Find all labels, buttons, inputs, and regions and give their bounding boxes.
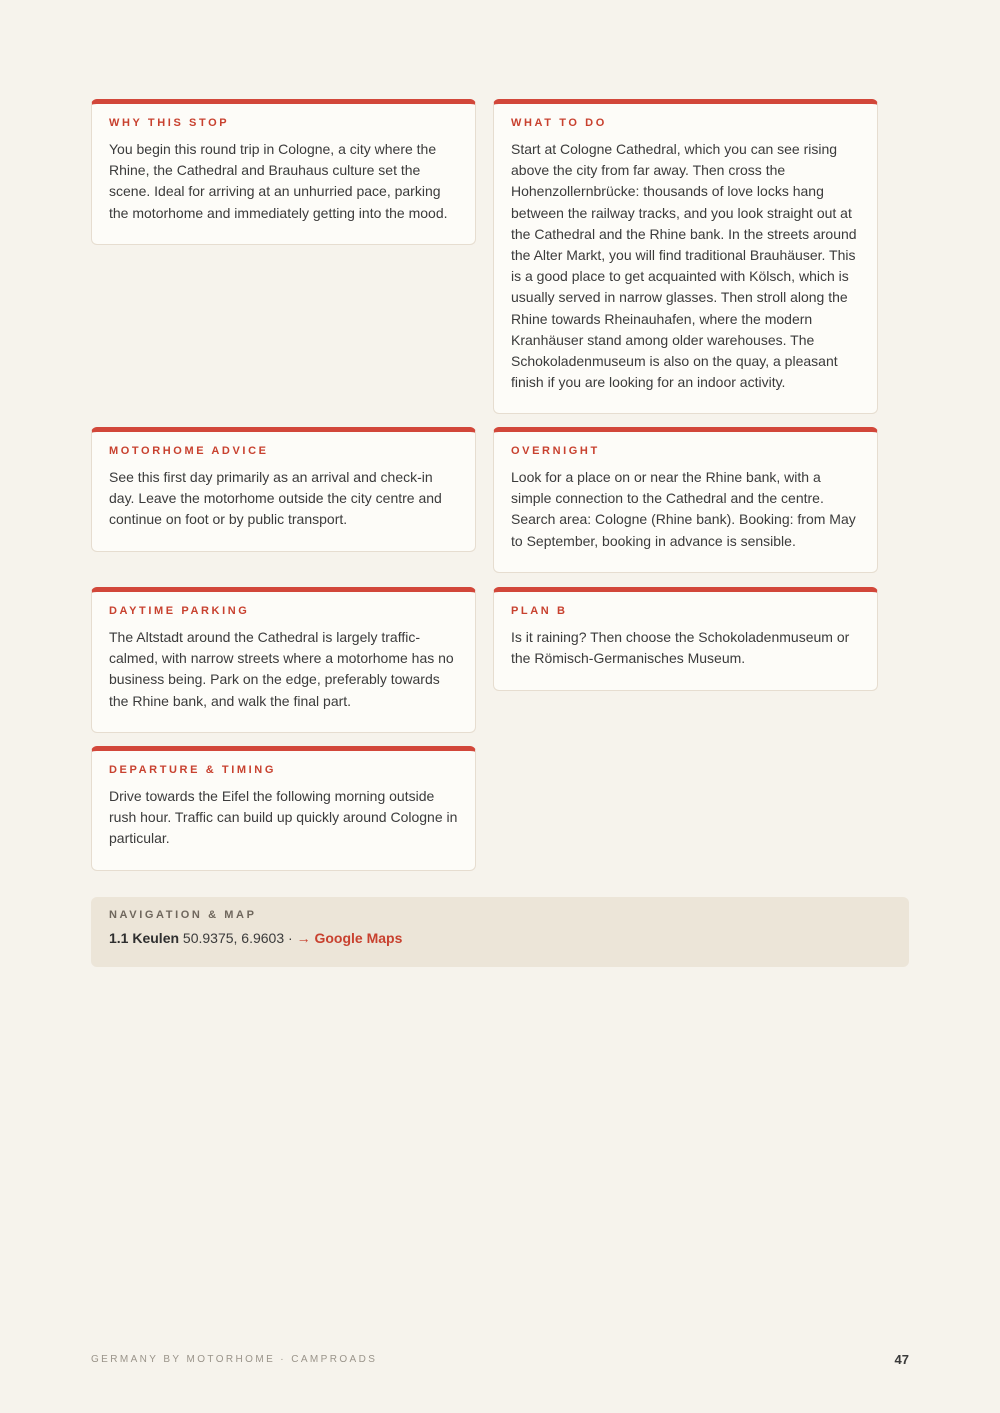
- page-number: 47: [894, 1352, 909, 1367]
- footer-publication: GERMANY BY MOTORHOME · CAMPROADS: [91, 1354, 378, 1365]
- card-plan-b: [493, 587, 878, 691]
- navigation-line: [109, 930, 891, 946]
- card-text: Start at Cologne Cathedral, which you can see rising above the city from far away. Then cross the Hohenzollernbrücke: thousands of love locks hang between the railway tracks, and you look straight out at the Cathedral and the Rhine bank. In the streets around the Alter Markt, you will find traditional Brauhäuser. This is a good place to get acquainted with Kölsch, which is usually served in narrow glasses. Then stroll along the Rhine towards Rheinauhafen, where the modern Kranhäuser stand among older warehouses. The Schokoladenmuseum is also on the quay, a pleasant finish if you are looking for an indoor activity.: [511, 141, 857, 391]
- card-text: Is it raining? Then choose the Schokoladenmuseum or the Römisch-Germanisches Museum.: [511, 629, 850, 667]
- card-label: OVERNIGHT: [511, 445, 600, 457]
- card-daytime-parking: [91, 587, 476, 733]
- navigation-label: NAVIGATION & MAP: [109, 909, 257, 921]
- card-text: You begin this round trip in Cologne, a city where the Rhine, the Cathedral and Brauhaus culture set the scene. Ideal for arriving at an unhurried pace, parking the motorhome and immediately getting into the mood.: [109, 141, 448, 221]
- card-text: See this first day primarily as an arrival and check-in day. Leave the motorhome outside the city centre and continue on foot or by public transport.: [109, 469, 442, 528]
- card-label: PLAN B: [511, 605, 568, 617]
- card-label: WHY THIS STOP: [109, 117, 230, 129]
- card-text: Look for a place on or near the Rhine bank, with a simple connection to the Cathedral and the centre. Search area: Cologne (Rhine bank). Booking: from May to September, booking in advance is sensible.: [511, 469, 856, 549]
- card-overnight: [493, 427, 878, 573]
- card-why-this-stop: [91, 99, 476, 245]
- card-text: Drive towards the Eifel the following morning outside rush hour. Traffic can build up quickly around Cologne in particular.: [109, 788, 458, 847]
- card-label: DEPARTURE & TIMING: [109, 764, 276, 776]
- card-label: DAYTIME PARKING: [109, 605, 250, 617]
- navigation-map-box: [91, 897, 909, 967]
- card-label: MOTORHOME ADVICE: [109, 445, 269, 457]
- card-departure-timing: [91, 746, 476, 871]
- card-motorhome-advice: [91, 427, 476, 552]
- stop-name: 1.1 Keulen: [109, 930, 180, 946]
- google-maps-link[interactable]: → Google Maps: [296, 930, 403, 946]
- coordinates: 50.9375, 6.9603 ·: [182, 930, 293, 946]
- card-label: WHAT TO DO: [511, 117, 607, 129]
- card-what-to-do: [493, 99, 878, 414]
- card-text: The Altstadt around the Cathedral is largely traffic-calmed, with narrow streets where a motorhome has no business being. Park on the edge, preferably towards the Rhine bank, and walk the final part.: [109, 629, 454, 709]
